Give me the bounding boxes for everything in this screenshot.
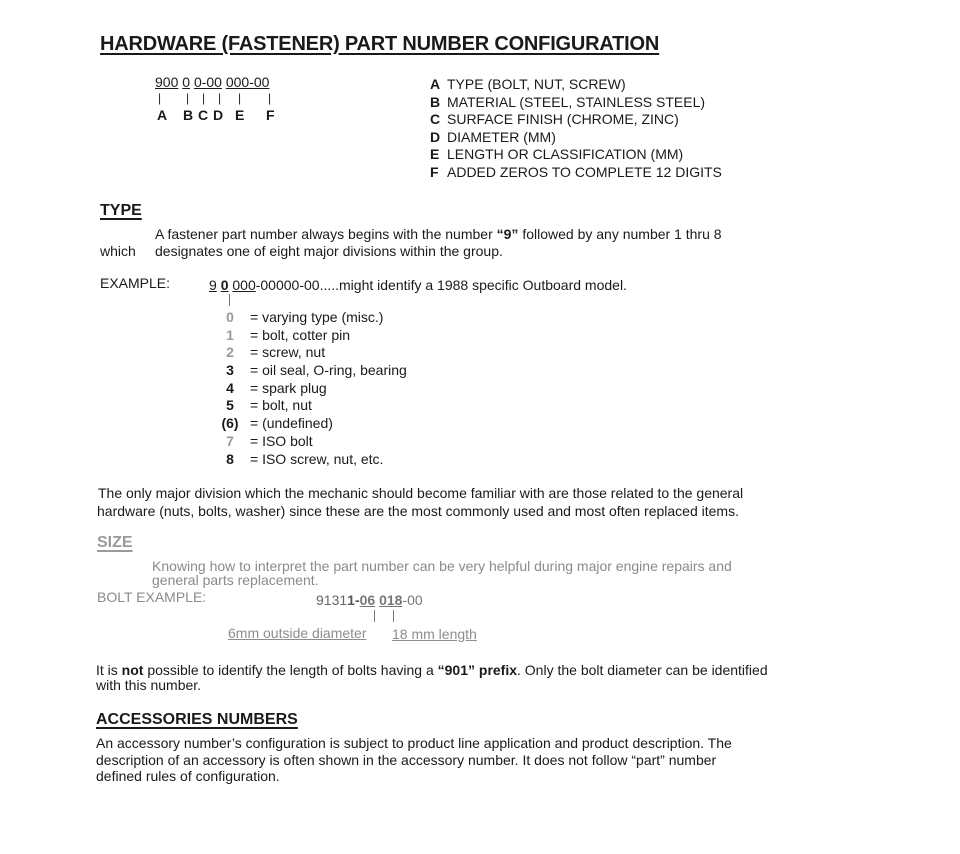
accessories-line2: description of an accessory is often shown in the accessory number. It does not follow “part” number	[96, 752, 717, 768]
accessories-line3: defined rules of configuration.	[96, 768, 280, 784]
length-note: 18 mm length	[392, 626, 477, 642]
diameter-note: 6mm outside diameter	[228, 625, 367, 641]
summary-line1: The only major division which the mechanic should become familiar with are those related to the general	[98, 485, 744, 501]
part-number-template: 900 0 0-00 000-00	[155, 74, 270, 90]
part-number-legend	[430, 76, 722, 182]
page-title: HARDWARE (FASTENER) PART NUMBER CONFIGURATION	[100, 33, 660, 55]
tick-a: |	[158, 91, 162, 105]
tick-e: |	[238, 91, 242, 105]
size-heading: SIZE	[97, 534, 133, 551]
legend-item-a: A TYPE (BOLT, NUT, SCREW)	[430, 76, 626, 92]
accessories-heading: ACCESSORIES NUMBERS	[96, 711, 298, 728]
prefix-note-line1: It is not possible to identify the length of bolts having a “901” prefix. Only the bolt diameter can be identified	[96, 662, 768, 678]
example-label: EXAMPLE:	[100, 275, 171, 291]
type-paragraph-line2-prefix: which	[100, 243, 136, 259]
legend-item-f: F ADDED ZEROS TO COMPLETE 12 DIGITS	[430, 163, 722, 180]
example-code: 9 0 000-00000-00.....might identify a 1988 specific Outboard model.	[209, 277, 627, 293]
type-heading: TYPE	[100, 202, 142, 219]
legend-item-c: C SURFACE FINISH (CHROME, ZINC)	[430, 111, 679, 128]
accessories-line1: An accessory number’s configuration is subject to product line application and product description. The	[96, 735, 732, 751]
legend-item-d: D DIAMETER (MM)	[430, 128, 556, 145]
type-paragraph-line1: A fastener part number always begins with the number “9” followed by any number 1 thru 8	[155, 226, 722, 242]
legend-item-e: E LENGTH OR CLASSIFICATION (MM)	[430, 146, 684, 163]
diameter-pointer-line	[374, 610, 375, 622]
tick-b: |	[186, 91, 190, 105]
tick-c: |	[202, 91, 206, 105]
tick-d: |	[218, 91, 222, 105]
example-pointer-line	[229, 294, 230, 306]
summary-line2: hardware (nuts, bolts, washer) since these are the most commonly used and most often replaced items.	[97, 503, 739, 519]
bolt-example-label: BOLT EXAMPLE:	[97, 589, 207, 605]
bolt-example-code: 91311-06 018-00	[316, 592, 423, 608]
length-pointer-line	[393, 610, 394, 622]
tick-f: |	[268, 91, 272, 105]
size-paragraph-line2: general parts replacement.	[152, 572, 319, 588]
legend-item-b: B MATERIAL (STEEL, STAINLESS STEEL)	[430, 93, 706, 110]
type-paragraph-line2: designates one of eight major divisions within the group.	[155, 243, 503, 259]
prefix-note-line2: with this number.	[96, 677, 202, 693]
size-paragraph-line1: Knowing how to interpret the part number can be very helpful during major engine repairs and	[152, 558, 732, 574]
